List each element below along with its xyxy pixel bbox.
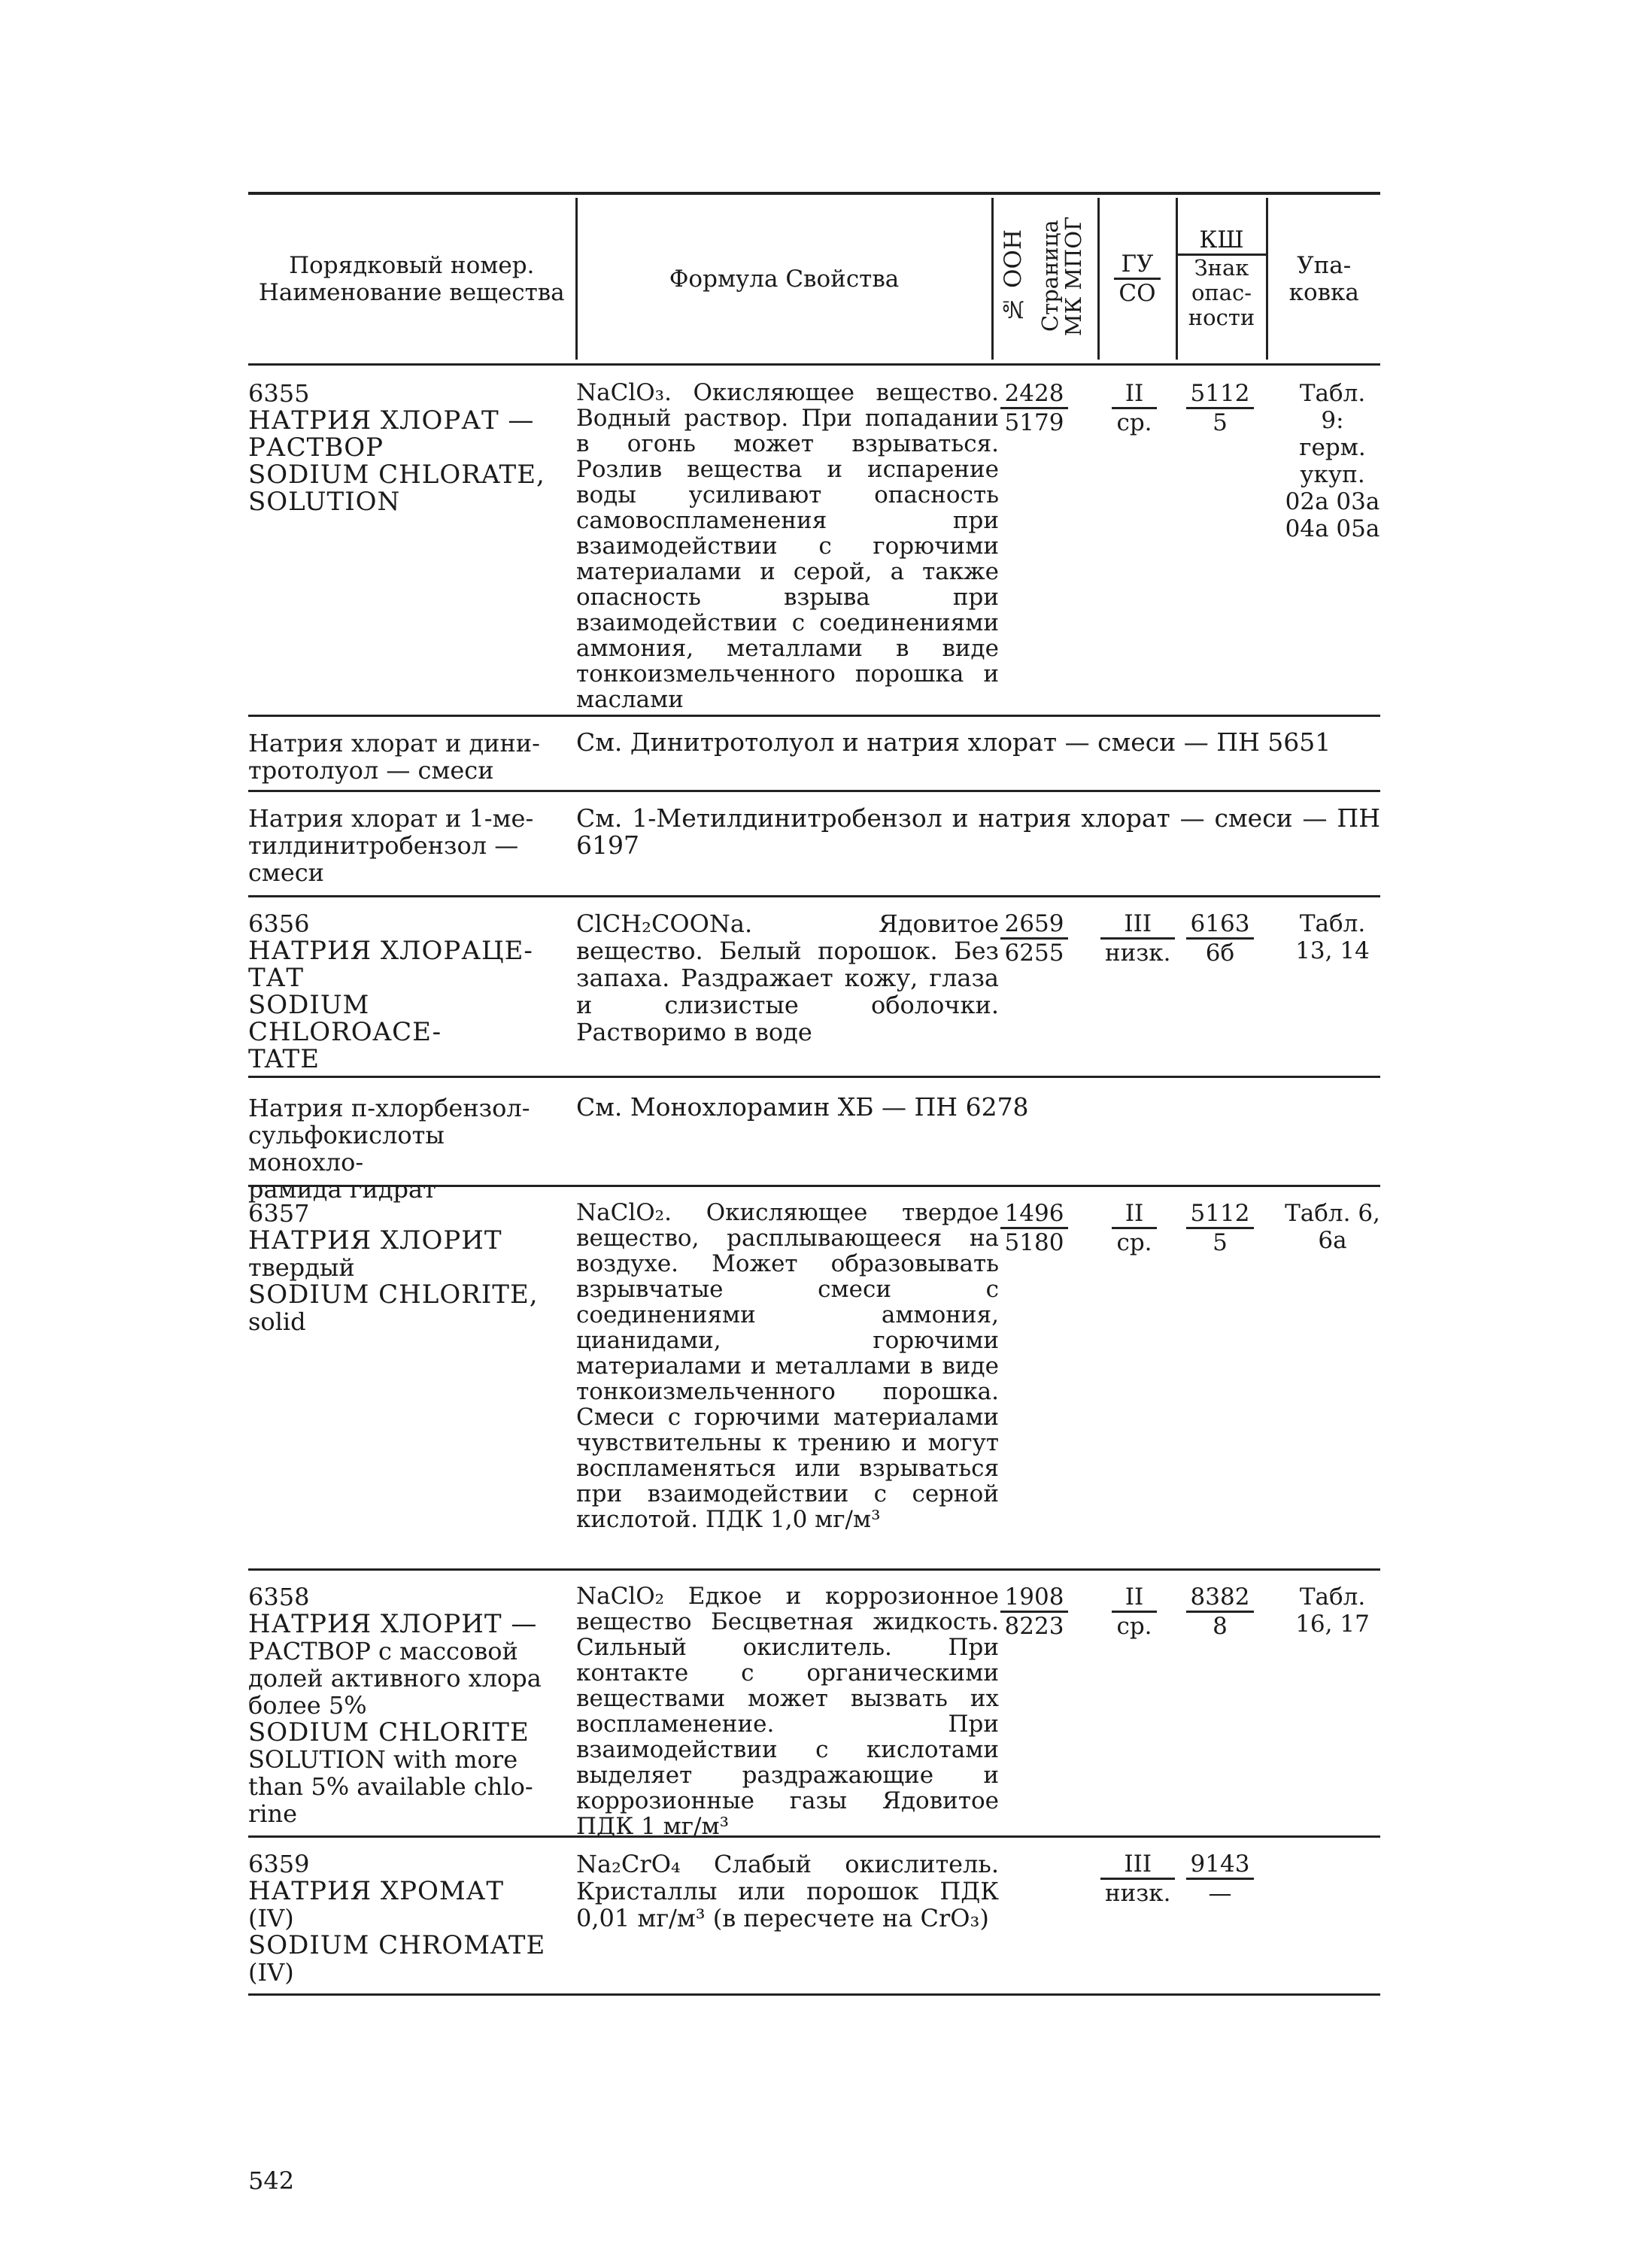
entry-description: NaClO₂. Окисляющее твердое вещество, расплывающееся на воздухе. Может образовывать взрывчатые смеси с соединениями аммония, цианидами, горючими материалами и металлами в виде тонкоизмельченного порошка. Смеси с горючими материалами чувствительны к трению и могут воспламеняться или взрываться при взаимодействии с серной кислотой. ПДК 1,0 мг/м³: [576, 1199, 999, 1533]
entry-packaging: Табл. 16, 17: [1295, 1583, 1370, 1638]
entry-name: 6355 НАТРИЯ ХЛОРАТ — РАСТВОР SODIUM CHLORATE, SOLUTION: [248, 379, 545, 517]
entry-name: Натрия п-хлорбензол- сульфокислоты монохло- рамида гидрат: [248, 1094, 530, 1204]
header-col-un: № ООН: [992, 198, 1033, 360]
header-col-pack: Упа-ковка: [1267, 198, 1380, 360]
entry-name: 6356 НАТРИЯ ХЛОРАЦЕ- ТАТ SODIUM CHLOROACE- TATE: [248, 909, 533, 1074]
entry-un-number: $\frac{2428}{5179}$: [989, 380, 1079, 436]
header-col-name: Порядковый номер. Наименование вещества: [258, 251, 565, 306]
entry-rule: [248, 1568, 1380, 1571]
entry-name: Натрия хлорат и дини- тротолуол — смеси: [248, 729, 540, 785]
header-rule: [248, 363, 1380, 366]
entry-description: NaClO₂ Едкое и коррозионное вещество Бесцветная жидкость. Сильный окислитель. При контакте с органическими веществами может вызвать их воспламенение. При взаимодействии с кислотами выделяет раздражающие и коррозионные газы Ядовитое ПДК 1 мг/м³: [576, 1583, 999, 1840]
table-header: [248, 198, 1380, 360]
entry-un-number: $\frac{1908}{8223}$: [989, 1583, 1079, 1640]
entry-ksh: $\frac{8382}{8}$: [1175, 1583, 1265, 1640]
entry-gu: $\frac{II}{ср.}$: [1100, 1583, 1168, 1640]
entry-rule: [248, 790, 1380, 792]
entry-un-number: $\frac{1496}{5180}$: [989, 1200, 1079, 1256]
entry-gu: $\frac{II}{ср.}$: [1100, 380, 1168, 436]
entry-rule: [248, 1185, 1380, 1187]
entry-gu: $\frac{II}{ср.}$: [1100, 1200, 1168, 1256]
entry-gu: $\frac{\text{III}}{\text{низк.}}$: [1100, 1851, 1168, 1907]
entry-packaging: Табл. 6, 6а: [1285, 1200, 1380, 1254]
entry-name: 6357 НАТРИЯ ХЛОРИТ твердый SODIUM CHLORITE, solid: [248, 1199, 539, 1336]
bottom-rule: [248, 1993, 1380, 1996]
entry-name: Натрия хлорат и 1-ме- тилдинитробензол — смеси: [248, 804, 534, 887]
header-col-formula: Формула Свойства: [576, 198, 992, 360]
header-col-page: Страница МК МПОГ: [1037, 215, 1087, 336]
entry-rule: [248, 1835, 1380, 1838]
header-col-gu: $\frac{ГУ}{СО}$: [1098, 198, 1176, 360]
entry-description: См. Монохлорамин ХБ — ПН 6278: [576, 1092, 1029, 1122]
entry-ksh: $\frac{5112}{5}$: [1175, 1200, 1265, 1256]
entry-rule: [248, 715, 1380, 717]
top-rule: [248, 192, 1380, 195]
entry-ksh: $\frac{5112}{5}$: [1175, 380, 1265, 436]
entry-description: См. Динитротолуол и натрия хлорат — смеси — ПН 5651: [576, 727, 1331, 757]
entry-packaging: Табл. 9: герм. укуп. 02а 03а 04а 05а: [1285, 380, 1380, 542]
entry-description: NaClO₃. Окисляющее вещество. Водный раствор. При попадании в огонь может взрываться. Розлив вещества и испарение воды усиливают опасность самовоспламенения при взаимодействии с горючими материалами и серой, а также опасность взрыва при взаимодействии с соединениями аммония, металлами в виде тонкоизмельченного порошка и маслами: [576, 379, 999, 713]
header-col-ksh: $\frac{КШ}{\text{Знак опас-ности}}$: [1176, 198, 1267, 360]
entry-ksh: $\frac{9143}{—}$: [1175, 1851, 1265, 1907]
entry-gu: $\frac{\text{III}}{\text{низк.}}$: [1100, 910, 1168, 967]
entry-description: Na₂CrO₄ Слабый окислитель. Кристаллы или порошок ПДК 0,01 мг/м³ (в пересчете на CrO₃): [576, 1850, 999, 1933]
entry-rule: [248, 1076, 1380, 1078]
entry-un-number: $\frac{2659}{6255}$: [989, 910, 1079, 967]
entry-ksh: $\frac{6163}{6б}$: [1175, 910, 1265, 967]
page-number: 542: [248, 2166, 295, 2195]
entry-description: См. 1-Метилдинитробензол и натрия хлорат — смеси — ПН 6197: [576, 803, 1380, 860]
entry-description: ClCH₂COONa. Ядовитое вещество. Белый порошок. Без запаха. Раздражает кожу, глаза и слизистые оболочки. Растворимо в воде: [576, 909, 999, 1046]
entry-name: 6358 НАТРИЯ ХЛОРИТ — РАСТВОР с массовой долей активного хлора более 5% SODIUM CHLORITE SOLUTION with more than 5% available chlo- rine: [248, 1583, 542, 1828]
entry-rule: [248, 895, 1380, 897]
entry-name: 6359 НАТРИЯ ХРОМАТ (IV) SODIUM CHROMATE (IV): [248, 1850, 546, 1987]
entry-packaging: Табл. 13, 14: [1295, 910, 1370, 964]
